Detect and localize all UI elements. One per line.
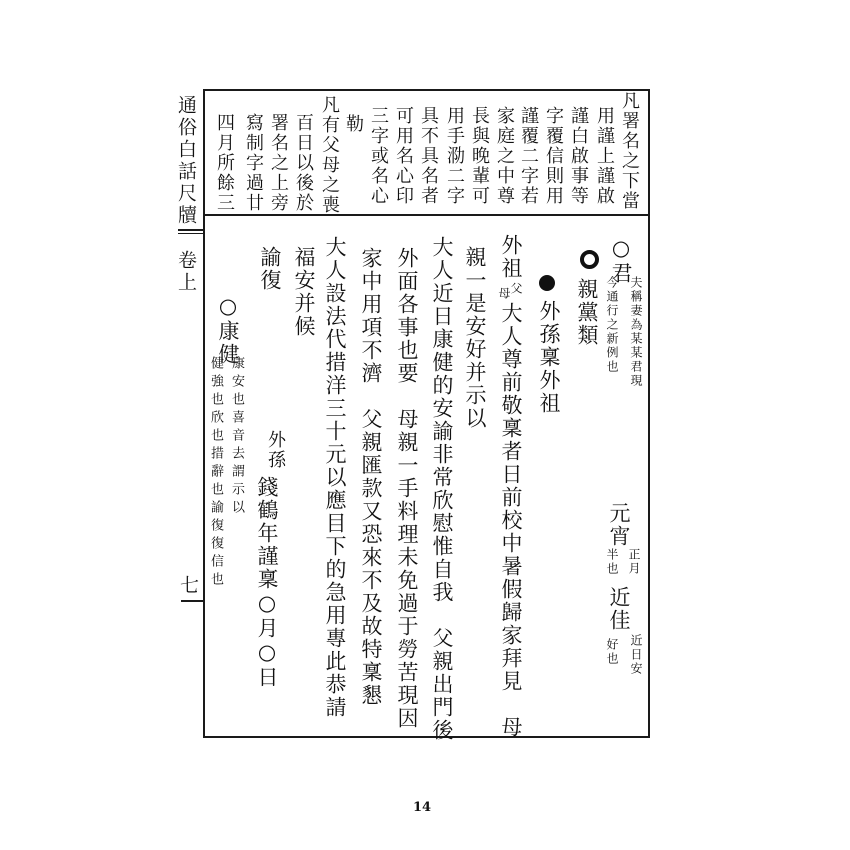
header-note: 凡有父母之喪 bbox=[319, 95, 340, 215]
glossary-term: 近佳 bbox=[607, 586, 631, 632]
book-title: 通俗白話尺牘 bbox=[175, 95, 197, 227]
signature: 錢鶴年謹稟○月○日 bbox=[255, 476, 279, 689]
section-title: 親黨類 bbox=[575, 278, 599, 347]
header-note: 長與晚輩可 bbox=[469, 106, 490, 206]
header-note: 用謹上謹啟 bbox=[594, 106, 615, 206]
letter-line: 大人尊前敬稟者日前校中暑假歸家拜見 母 bbox=[499, 302, 523, 739]
header-note: 謹白啟事等 bbox=[568, 106, 589, 206]
leaf-number: 七 bbox=[177, 575, 199, 597]
letter-closing: 福安并候 bbox=[292, 246, 316, 338]
header-note: 署名之上旁 bbox=[268, 113, 289, 213]
letter-line: 外祖 bbox=[499, 234, 523, 280]
margin-divider bbox=[178, 229, 203, 231]
glossary-term: ○康健 bbox=[216, 294, 240, 366]
header-note: 可用名心印 bbox=[393, 106, 414, 206]
header-note: 用手泐二字 bbox=[444, 106, 465, 206]
header-note: 謹覆二字若 bbox=[518, 106, 539, 206]
leaf-rule bbox=[181, 600, 205, 602]
glossary-note: 好也 bbox=[605, 638, 619, 666]
volume-label: 卷上 bbox=[175, 250, 197, 294]
signature: 外孫 bbox=[265, 430, 286, 470]
letter-line: 外面各事也要 母親一手料理未免過于勞苦現因 bbox=[395, 247, 419, 730]
glossary-note: 康安也喜音去謂示以 bbox=[229, 356, 244, 518]
header-note: 三字或名心 bbox=[368, 106, 389, 206]
section-ring-icon bbox=[580, 250, 599, 269]
letter-line: 家中用項不濟 父親匯款又恐來不及故特稟懇 bbox=[359, 247, 383, 707]
header-note: 具不具名者 bbox=[418, 106, 439, 206]
letter-line: 大人近日康健的安諭非常欣慰惟自我 父親出門後 bbox=[430, 236, 454, 742]
margin-divider bbox=[178, 233, 203, 234]
header-note: 勒 bbox=[343, 114, 364, 134]
header-note: 家庭之中尊 bbox=[494, 106, 515, 206]
header-note: 百日以後於 bbox=[293, 113, 314, 213]
glossary-note: 今通行之新例也 bbox=[605, 276, 619, 374]
glossary-term: 元宵 bbox=[607, 502, 631, 548]
glossary-note: 正月 bbox=[627, 548, 641, 576]
header-note: 寫制字過廿 bbox=[243, 113, 264, 213]
letter-title: 外孫稟外祖 bbox=[537, 300, 561, 415]
bullet-dot-icon bbox=[539, 275, 555, 291]
header-note: 四月所餘三 bbox=[214, 113, 235, 213]
header-note: 凡署名之下當 bbox=[619, 91, 640, 211]
glossary-term: ○君 bbox=[609, 236, 633, 285]
letter-line: 親一是安好并示以 bbox=[463, 246, 487, 430]
header-divider bbox=[203, 214, 649, 216]
glossary-note: 半也 bbox=[605, 548, 619, 576]
letter-small: 母 bbox=[497, 287, 511, 301]
glossary-note: 近日安 bbox=[629, 634, 643, 676]
letter-small: 父 bbox=[509, 282, 523, 296]
glossary-note: 健強也欣也措辭也諭復復信也 bbox=[208, 356, 223, 590]
header-note: 字覆信則用 bbox=[543, 106, 564, 206]
glossary-note: 夫稱妻為某某君現 bbox=[629, 276, 643, 388]
page-number: 14 bbox=[413, 800, 432, 815]
letter-closing: 諭復 bbox=[258, 246, 282, 292]
letter-line: 大人設法代措洋三十元以應目下的急用專此恭請 bbox=[323, 236, 347, 719]
